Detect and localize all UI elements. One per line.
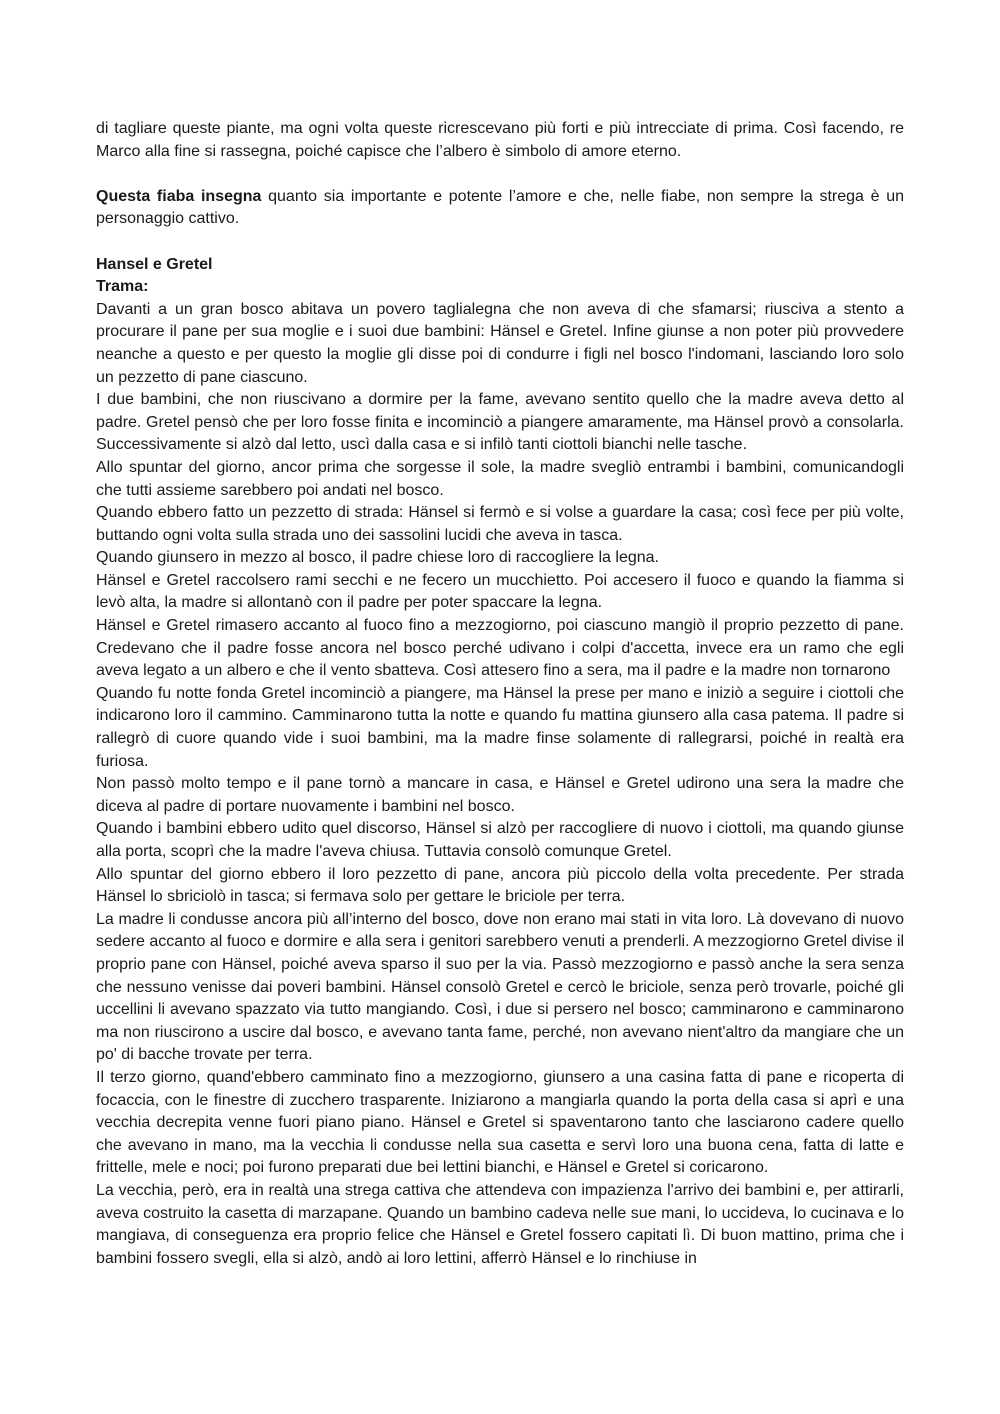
plot-paragraph: Hänsel e Gretel rimasero accanto al fuoco fino a mezzogiorno, poi ciascuno mangiò il proprio pezzetto di pane. Credevano che il padre fosse ancora nel bosco perché udivano i colpi d'accetta, invece era un ramo che egli aveva legato a un albero e che il vento sbatteva. Così attesero fino a sera, ma il padre e la madre non tornarono	[96, 617, 904, 680]
lesson-lead: Questa fiaba insegna	[96, 187, 262, 205]
intro-paragraph: di tagliare queste piante, ma ogni volta queste ricrescevano più forti e più intrecciate di prima. Così facendo, re Marco alla fine si rassegna, poiché capisce che l’albero è simbolo di amore eterno.	[96, 120, 904, 160]
plot-paragraph: Allo spuntar del giorno, ancor prima che sorgesse il sole, la madre svegliò entrambi i bambini, comunicandogli che tutti assieme sarebbero poi andati nel bosco.	[96, 458, 904, 499]
plot-paragraph: Il terzo giorno, quand'ebbero camminato fino a mezzogiorno, giunsero a una casina fatta di pane e ricoperta di focaccia, con le finestre di zucchero trasparente. Iniziarono a mangiarla quando la porta della casa si aprì e una vecchia decrepita venne fuori piano piano. Hänsel e Gretel si spaventarono tanto che lasciarono cadere quello che avevano in mano, ma la vecchia li condusse nella sua casetta e servì loro una buona cena, fatta di latte e frittelle, mele e noci; poi furono preparati due bei lettini bianchi, e Hänsel e Gretel si coricarono.	[96, 1068, 904, 1177]
lesson-paragraph	[96, 186, 904, 231]
plot-heading: Trama:	[96, 278, 149, 296]
lesson-text: quanto sia importante e potente l’amore e che, nelle fiabe, non sempre la strega è un personaggio cattivo.	[96, 187, 904, 228]
plot-paragraph: Quando ebbero fatto un pezzetto di strada: Hänsel si fermò e si volse a guardare la casa; così fece per più volte, buttando ogni volta sulla strada uno dei sassolini lucidi che aveva in tasca.	[96, 504, 904, 544]
plot-paragraph: Quando fu notte fonda Gretel incominciò a piangere, ma Hänsel la prese per mano e iniziò a seguire i ciottoli che indicarono loro il cammino. Camminarono tutta la notte e quando fu mattina giunsero alla casa patema. Il padre si rallegrò di cuore quando vide i suoi bambini, ma la madre finse solamente di rallegrarsi, poiché in realtà era furiosa.	[96, 684, 904, 770]
plot-paragraph: La vecchia, però, era in realtà una strega cattiva che attendeva con impazienza l'arrivo dei bambini e, per attirarli, aveva costruito la casetta di marzapane. Quando un bambino cadeva nelle sue mani, lo uccideva, lo cucinava e lo mangiava, di conseguenza era proprio felice che Hänsel e Gretel fossero capitati lì. Di buon mattino, prima che i bambini fossero svegli, ella si alzò, andò ai loro lettini, afferrò Hänsel e lo rinchiuse in	[96, 1181, 904, 1267]
paragraph-spacer	[96, 163, 904, 186]
document-body	[96, 118, 904, 1270]
paragraph-spacer	[96, 231, 904, 254]
plot-paragraph: Davanti a un gran bosco abitava un povero taglialegna che non aveva di che sfamarsi; riusciva a stento a procurare il pane per sua moglie e i suoi due bambini: Hänsel e Gretel. Infine giunse a non poter più provvedere neanche a questo e per questo la moglie gli disse poi di condurre i figli nel bosco l'indomani, lasciando loro solo un pezzetto di pane ciascuno.	[96, 300, 904, 386]
plot-paragraph: I due bambini, che non riuscivano a dormire per la fame, avevano sentito quello che la madre aveva detto al padre. Gretel pensò che per loro fosse finita e incominciò a piangere amaramente, ma Hänsel provò a consolarla. Successivamente si alzò dal letto, uscì dalla casa e si infilò tanti ciottoli bianchi nelle tasche.	[96, 391, 904, 454]
plot-paragraph: Non passò molto tempo e il pane tornò a mancare in casa, e Hänsel e Gretel udirono una sera la madre che diceva al padre di portare nuovamente i bambini nel bosco.	[96, 775, 904, 815]
plot-paragraph: Allo spuntar del giorno ebbero il loro pezzetto di pane, ancora più piccolo della volta precedente. Per strada Hänsel lo sbriciolò in tasca; si fermava solo per gettare le briciole per terra.	[96, 865, 904, 906]
plot-paragraph: Hänsel e Gretel raccolsero rami secchi e ne fecero un mucchietto. Poi accesero il fuoco e quando la fiamma si levò alta, la madre si allontanò con il padre per poter spaccare la legna.	[96, 571, 904, 612]
story-title: Hansel e Gretel	[96, 255, 213, 273]
plot-paragraph: Quando giunsero in mezzo al bosco, il padre chiese loro di raccogliere la legna.	[96, 549, 659, 567]
plot-paragraph: La madre li condusse ancora più all’interno del bosco, dove non erano mai stati in vita loro. Là dovevano di nuovo sedere accanto al fuoco e dormire e alla sera i genitori sarebbero venuti a prenderli. A mezzogiorno Gretel divise il proprio pane con Hänsel, poiché aveva sparso il suo per la via. Passò mezzogiorno e passò anche la sera senza che nessuno venisse dai poveri bambini. Hänsel consolò Gretel e cercò le briciole, senza però trovarle, poiché gli uccellini li avevano spazzato via tutto mangiando. Così, i due si persero nel bosco; camminarono e camminarono ma non riuscirono a uscire dal bosco, e avevano tanta fame, perché, non avevano nient'altro da mangiare che un po' di bacche trovate per terra.	[96, 910, 904, 1064]
plot-paragraph: Quando i bambini ebbero udito quel discorso, Hänsel si alzò per raccogliere di nuovo i ciottoli, ma quando giunse alla porta, scoprì che la madre l'aveva chiusa. Tuttavia consolò comunque Gretel.	[96, 820, 904, 860]
